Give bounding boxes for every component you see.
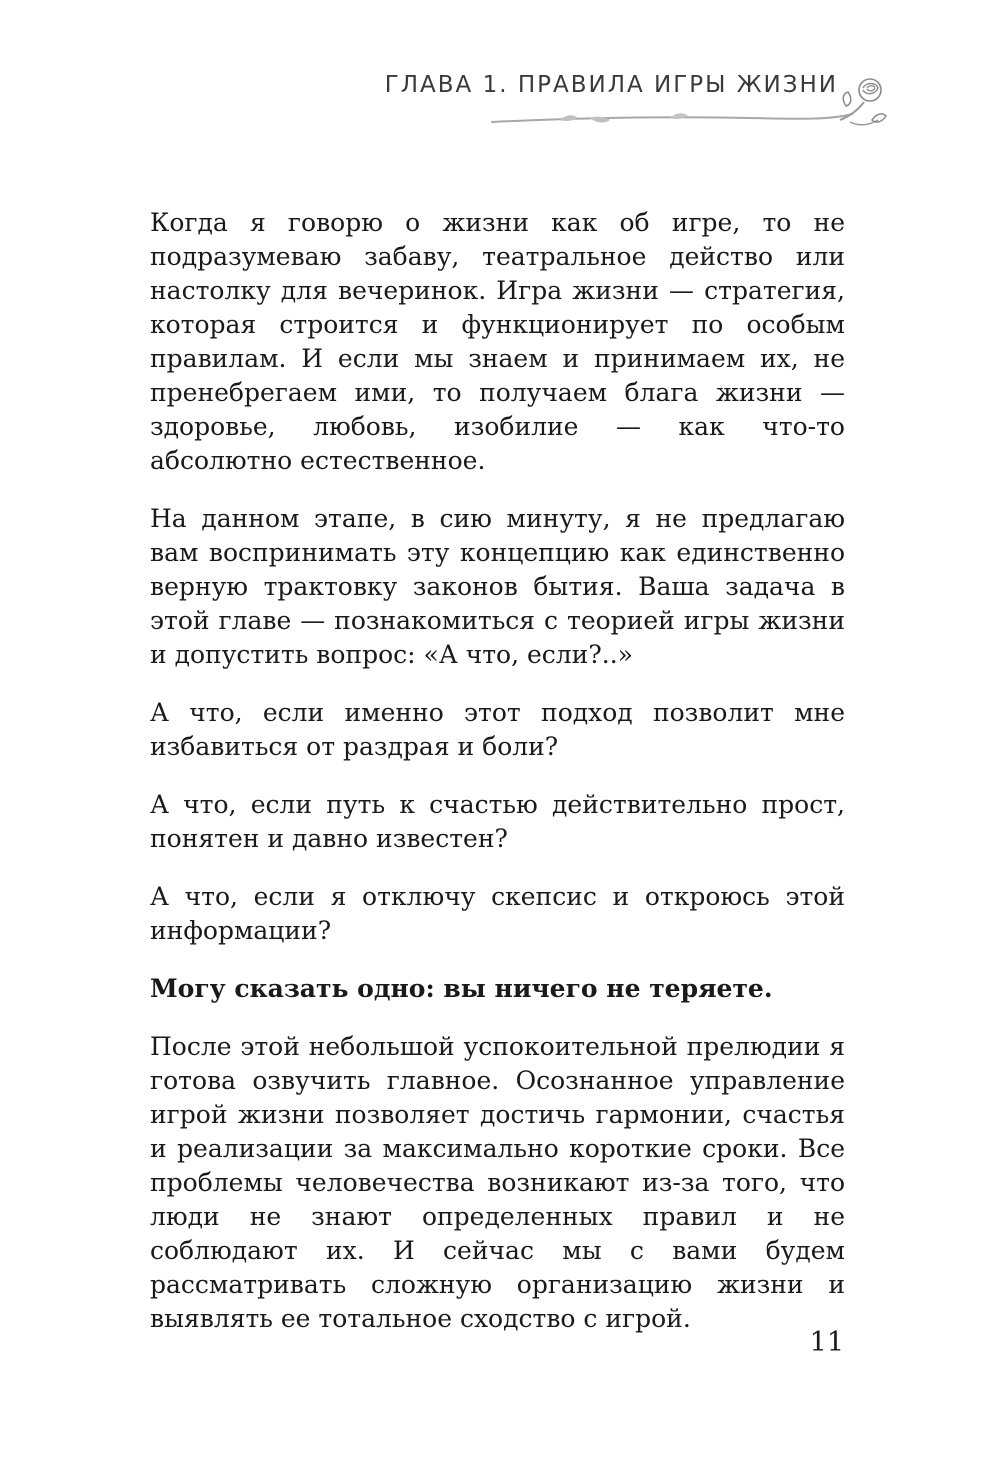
- rose-flourish-icon: [490, 76, 890, 134]
- paragraph: После этой небольшой успокоительной прелюдии я готова озвучить главное. Осознанное управление игрой жизни позволяет достичь гармонии, счастья и реализации за максимально короткие сроки. Все проблемы человечества возникают из-за того, что люди не знают определенных правил и не соблюдают их. И сейчас мы с вами будем рассматривать сложную организацию жизни и выявлять ее тотальное сходство с игрой.: [150, 1032, 845, 1333]
- bold-statement: Могу сказать одно: вы ничего не теряете.: [150, 974, 773, 1003]
- body-text: [150, 206, 845, 1360]
- paragraph: А что, если путь к счастью действительно прост, понятен и давно известен?: [150, 790, 845, 853]
- paragraph: А что, если я отключу скепсис и откроюсь этой информации?: [150, 882, 845, 945]
- chapter-title: ГЛАВА 1. ПРАВИЛА ИГРЫ ЖИЗНИ: [384, 72, 838, 98]
- paragraph: На данном этапе, в сию минуту, я не предлагаю вам воспринимать эту концепцию как единственно верную трактовку законов бытия. Ваша задача в этой главе — познакомиться с теорией игры жизни и допустить вопрос: «А что, если?..»: [150, 504, 845, 669]
- paragraph: А что, если именно этот подход позволит мне избавиться от раздрая и боли?: [150, 698, 845, 761]
- paragraph: Когда я говорю о жизни как об игре, то не подразумеваю забаву, театральное действо или настолку для вечеринок. Игра жизни — стратегия, которая строится и функционирует по особым правилам. И если мы знаем и принимаем их, не пренебрегаем ими, то получаем блага жизни — здоровье, любовь, изобилие — как что-то абсолютно естественное.: [150, 208, 845, 475]
- page-number: 11: [809, 1327, 844, 1358]
